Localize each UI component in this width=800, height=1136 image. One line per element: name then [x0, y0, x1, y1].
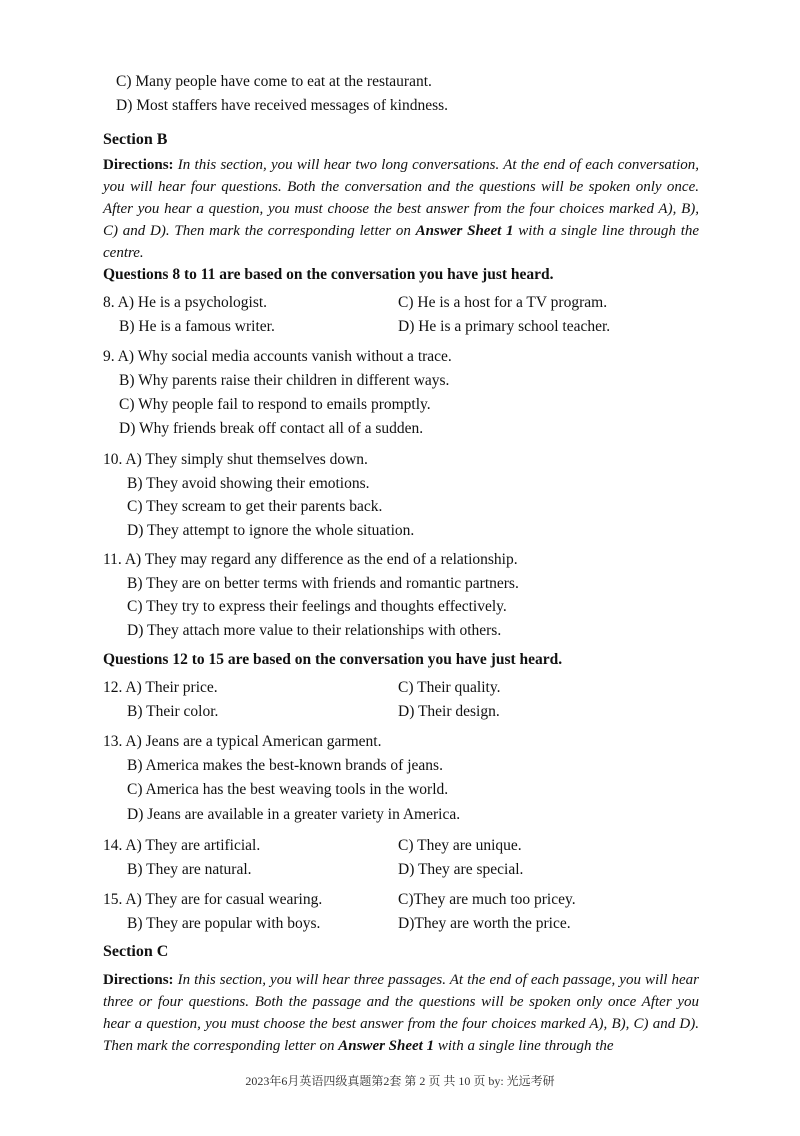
- directions-label: Directions:: [103, 157, 174, 173]
- q13-option-d: D) Jeans are available in a greater variety in America.: [127, 806, 461, 823]
- directions-text-end: with a single line through the: [437, 1038, 614, 1054]
- q13-option-b: B) America makes the best-known brands of jeans.: [127, 757, 443, 774]
- q15-option-a: 15. A) They are for casual wearing.: [103, 891, 323, 908]
- option-c: C) Many people have come to eat at the restaurant.: [116, 73, 432, 90]
- q8-option-c: C) He is a host for a TV program.: [398, 294, 608, 311]
- q10-option-a: 10. A) They simply shut themselves down.: [103, 451, 368, 468]
- q15-option-c: C)They are much too pricey.: [398, 891, 576, 908]
- q14-option-c: C) They are unique.: [398, 837, 522, 854]
- q10-option-b: B) They avoid showing their emotions.: [127, 475, 370, 492]
- q9-option-d: D) Why friends break off contact all of a sudden.: [119, 420, 424, 437]
- q12-option-d: D) Their design.: [398, 703, 500, 720]
- q10-option-d: D) They attempt to ignore the whole situation.: [127, 522, 415, 539]
- q11-option-a: 11. A) They may regard any difference as the end of a relationship.: [103, 551, 518, 568]
- q8-option-b: B) He is a famous writer.: [119, 318, 275, 335]
- section-b-directions: [103, 154, 699, 264]
- option-d: D) Most staffers have received messages of kindness.: [116, 97, 449, 114]
- q9-option-b: B) Why parents raise their children in different ways.: [119, 372, 450, 389]
- group2-heading: Questions 12 to 15 are based on the conversation you have just heard.: [103, 651, 563, 668]
- q14-option-b: B) They are natural.: [127, 861, 252, 878]
- q13-option-c: C) America has the best weaving tools in the world.: [127, 781, 449, 798]
- directions-text-end: with a single line through the centre.: [103, 223, 700, 261]
- group1-heading: Questions 8 to 11 are based on the conversation you have just heard.: [103, 266, 554, 283]
- q11-option-c: C) They try to express their feelings and thoughts effectively.: [127, 598, 507, 615]
- q8-option-a: 8. A) He is a psychologist.: [103, 294, 268, 311]
- q14-option-a: 14. A) They are artificial.: [103, 837, 261, 854]
- directions-text: In this section, you will hear two long conversations. At the end of each conversation, you will hear four questions. Both the conversation and the questions will be spoken only once. After you hear a question, you must choose the best answer from the four choices marked A), B), C) and D). Then mark the corresponding letter on: [103, 157, 700, 239]
- section-c-directions: [103, 969, 699, 1057]
- directions-label: Directions:: [103, 972, 174, 988]
- section-c-title: Section C: [103, 943, 169, 960]
- q8-option-d: D) He is a primary school teacher.: [398, 318, 611, 335]
- q11-option-d: D) They attach more value to their relationships with others.: [127, 622, 502, 639]
- q10-option-c: C) They scream to get their parents back.: [127, 498, 383, 515]
- directions-text: In this section, you will hear three passages. At the end of each passage, you will hear three or four questions. Both the passage and the questions will be spoken only once After you hear a question, you must choose the best answer from the four choices marked A), B), C) and D). Then mark the corresponding letter on: [103, 972, 699, 1054]
- q9-option-a: 9. A) Why social media accounts vanish without a trace.: [103, 348, 452, 365]
- q13-option-a: 13. A) Jeans are a typical American garment.: [103, 733, 382, 750]
- page-footer: 2023年6月英语四级真题第2套 第 2 页 共 10 页 by: 光远考研: [245, 1074, 555, 1088]
- section-b-title: Section B: [103, 131, 168, 148]
- q12-option-b: B) Their color.: [127, 703, 219, 720]
- q11-option-b: B) They are on better terms with friends and romantic partners.: [127, 575, 519, 592]
- q15-option-d: D)They are worth the price.: [398, 915, 571, 932]
- q14-option-d: D) They are special.: [398, 861, 524, 878]
- q12-option-a: 12. A) Their price.: [103, 679, 218, 696]
- q12-option-c: C) Their quality.: [398, 679, 501, 696]
- answer-sheet-label: Answer Sheet 1: [338, 1038, 435, 1054]
- q15-option-b: B) They are popular with boys.: [127, 915, 321, 932]
- q9-option-c: C) Why people fail to respond to emails promptly.: [119, 396, 431, 413]
- answer-sheet-label: Answer Sheet 1: [415, 223, 514, 239]
